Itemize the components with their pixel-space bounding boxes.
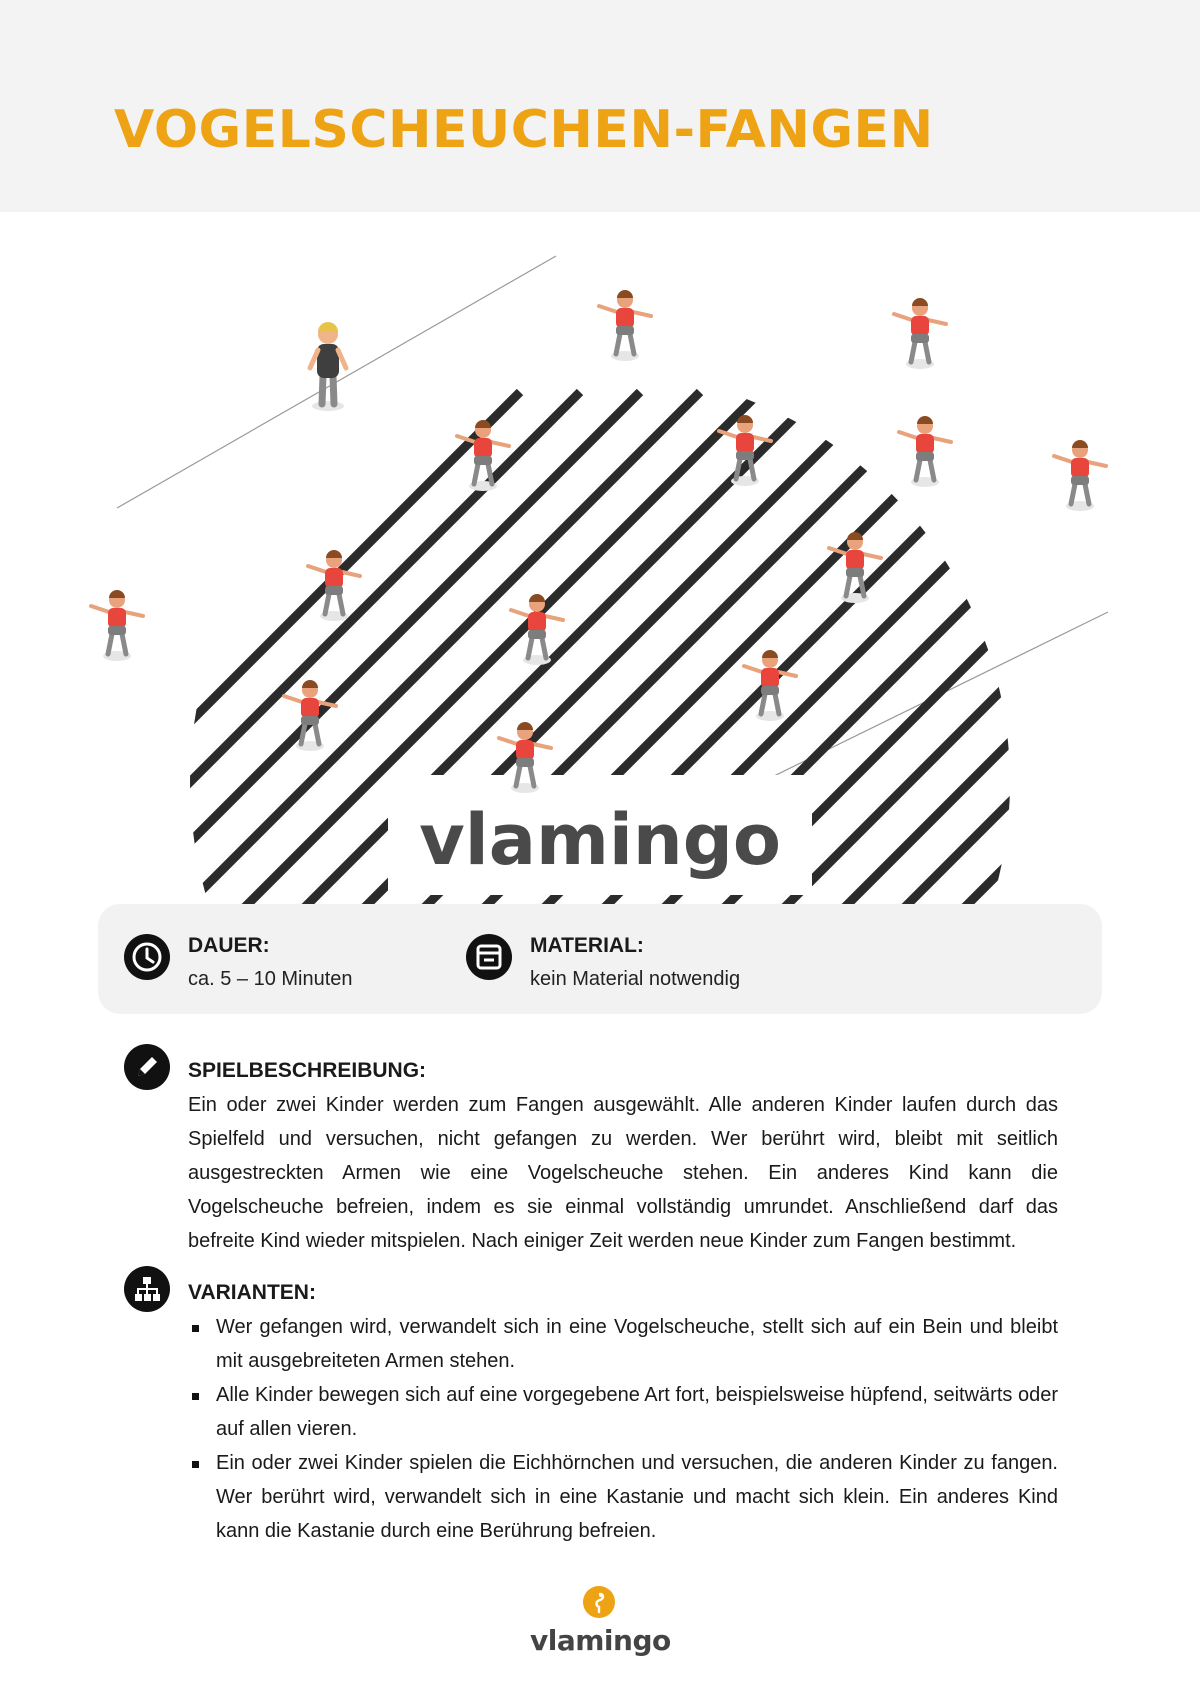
child-figure: [91, 590, 143, 661]
material-value: kein Material notwendig: [530, 968, 741, 990]
description-heading: SPIELBESCHREIBUNG:: [188, 1059, 427, 1082]
child-figure: [1054, 440, 1106, 511]
watermark-logo: vlamingo: [419, 799, 781, 881]
duration-value: ca. 5 – 10 Minuten: [188, 968, 353, 990]
flamingo-icon: [583, 1586, 615, 1618]
child-figure: [894, 298, 946, 369]
variant-item: Ein oder zwei Kinder spielen die Eichhörnchen und versuchen, die anderen Kinder zu fangen. Wer berührt wird, verwandelt sich in eine Kastanie und macht sich klein. Ein anderes Kind kann die Kastanie durch eine Berührung befreien.: [188, 1446, 1058, 1548]
page-title: VOGELSCHEUCHEN-FANGEN: [114, 100, 934, 160]
watermark-stripes: [100, 392, 1100, 972]
playfield-illustration: [0, 212, 1200, 1012]
variants-heading: VARIANTEN:: [188, 1281, 316, 1304]
teacher-figure: [310, 322, 346, 411]
hierarchy-icon: [124, 1266, 170, 1312]
material-label: MATERIAL:: [530, 934, 644, 957]
footer-logo: [530, 1582, 670, 1662]
material-box-icon: [466, 934, 512, 980]
variants-section: [124, 1266, 1058, 1566]
material-info: [466, 904, 866, 1014]
description-section: [124, 1044, 1058, 1254]
clock-icon: [124, 934, 170, 980]
info-box: [98, 904, 1102, 1014]
footer-logo-text: vlamingo: [530, 1624, 671, 1657]
child-figure: [457, 420, 509, 491]
description-text: Ein oder zwei Kinder werden zum Fangen ausgewählt. Alle anderen Kinder laufen durch das Spielfeld und versuchen, nicht gefangen zu werden. Wer berührt wird, bleibt mit seitlich ausgestreckten Armen wie eine Vogelscheuche stehen. Ein anderes Kind kann die Vogelscheuche befreien, indem es sie einmal vollständig umrundet. Anschließend darf das befreite Kind wieder mitspielen. Nach einiger Zeit werden neue Kinder zum Fangen bestimmt.: [188, 1094, 1058, 1252]
variants-list: [188, 1310, 1058, 1548]
pencil-icon: [124, 1044, 170, 1090]
variant-item: Alle Kinder bewegen sich auf eine vorgegebene Art fort, beispielsweise hüpfend, seitwärts oder auf allen vieren.: [188, 1378, 1058, 1446]
child-figure: [899, 416, 951, 487]
variant-item: Wer gefangen wird, verwandelt sich in eine Vogelscheuche, stellt sich auf ein Bein und bleibt mit ausgebreiteten Armen stehen.: [188, 1310, 1058, 1378]
child-figure: [599, 290, 651, 361]
duration-info: [124, 904, 424, 1014]
header-band: [0, 0, 1200, 212]
duration-label: DAUER:: [188, 934, 270, 957]
